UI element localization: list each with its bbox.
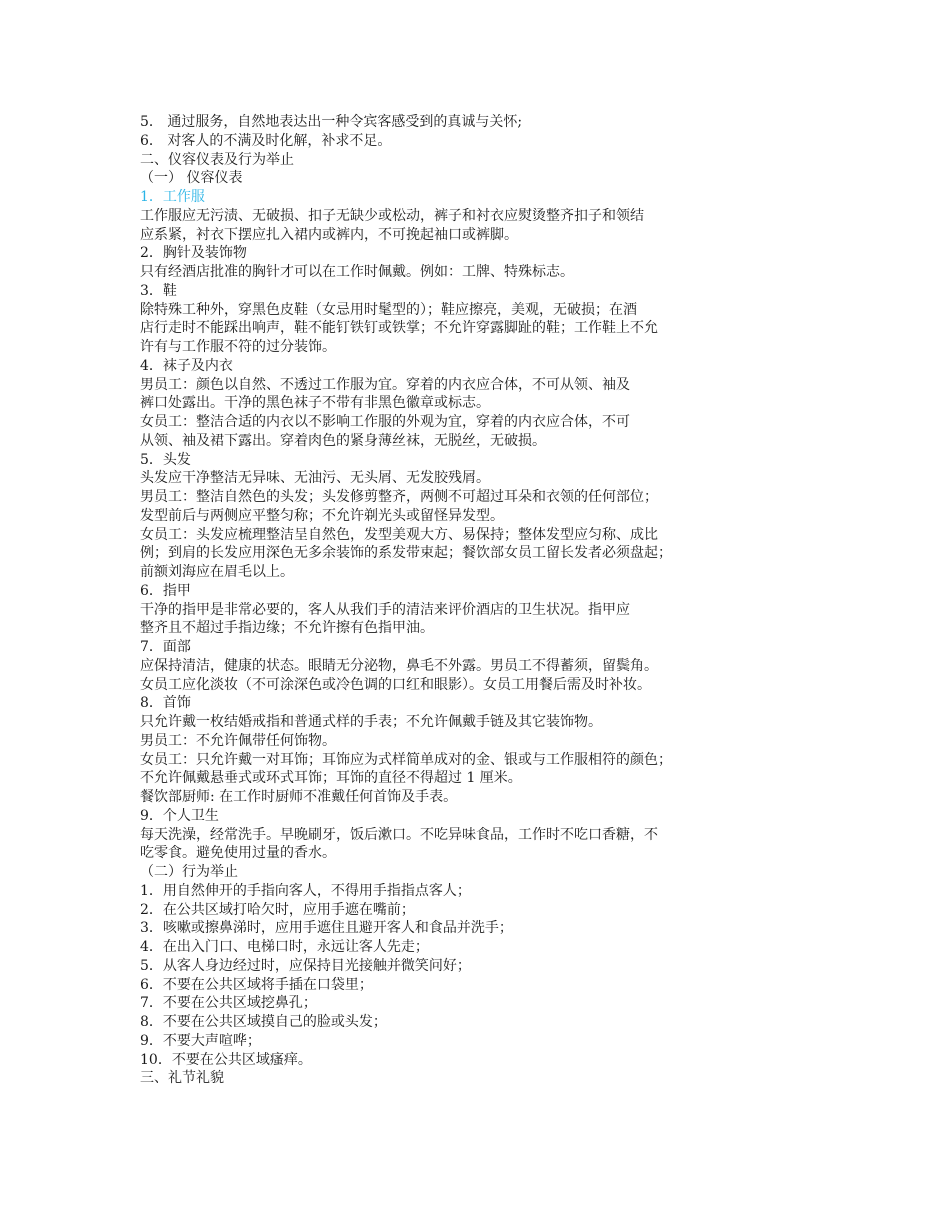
paragraph-line: 吃零食。避免使用过量的香水。 bbox=[140, 845, 336, 862]
paragraph-line: 女员工：只允许戴一对耳饰；耳饰应为式样简单成对的金、银或与工作服相符的颜色； bbox=[140, 751, 672, 768]
list-item: 9．不要大声喧哗； bbox=[140, 1032, 261, 1049]
list-item: 1．用自然伸开的手指向客人，不得用手指指点客人； bbox=[140, 882, 471, 899]
paragraph-line: 不允许佩戴悬垂式或环式耳饰；耳饰的直径不得超过 1 厘米。 bbox=[140, 770, 522, 787]
document-body bbox=[140, 113, 760, 1088]
paragraph-line: 店行走时不能踩出响声，鞋不能钉铁钉或铁掌；不允许穿露脚趾的鞋；工作鞋上不允 bbox=[140, 320, 658, 337]
paragraph-line: 只有经酒店批准的胸针才可以在工作时佩戴。例如：工牌、特殊标志。 bbox=[140, 264, 574, 280]
item-heading-highlighted: 1．工作服 bbox=[140, 189, 205, 205]
item-heading: 2．胸针及装饰物 bbox=[140, 245, 247, 262]
paragraph-line: 男员工：颜色以自然、不透过工作服为宜。穿着的内衣应合体，不可从领、袖及 bbox=[140, 376, 630, 393]
paragraph-line: 只允许戴一枚结婚戒指和普通式样的手表；不允许佩戴手链及其它装饰物。 bbox=[140, 714, 602, 730]
subsection-heading: （二）行为举止 bbox=[140, 864, 238, 880]
paragraph-line: 前额刘海应在眉毛以上。 bbox=[140, 564, 294, 580]
paragraph-line: 餐饮部厨师: 在工作时厨师不准戴任何首饰及手表。 bbox=[140, 789, 458, 805]
paragraph-line: 男员工：不允许佩带任何饰物。 bbox=[140, 732, 336, 749]
paragraph-line: 男员工：整洁自然色的头发；头发修剪整齐，两侧不可超过耳朵和衣领的任何部位； bbox=[140, 489, 658, 505]
paragraph-line: 工作服应无污渍、无破损、扣子无缺少或松动，裤子和衬衣应熨烫整齐扣子和领结 bbox=[140, 207, 644, 224]
paragraph-line: 从领、袖及裙下露出。穿着肉色的紧身薄丝袜，无脱丝，无破损。 bbox=[140, 432, 546, 449]
paragraph-line: 许有与工作服不符的过分装饰。 bbox=[140, 339, 336, 355]
paragraph-line: 每天洗澡，经常洗手。早晚刷牙，饭后漱口。不吃异味食品，工作时不吃口香糖，不 bbox=[140, 826, 658, 843]
paragraph-line: 女员工：头发应梳理整洁呈自然色，发型美观大方、易保持；整体发型应匀称、成比 bbox=[140, 526, 658, 543]
list-item: 5．从客人身边经过时，应保持目光接触并微笑问好； bbox=[140, 957, 471, 974]
list-item: 8．不要在公共区域摸自己的脸或头发； bbox=[140, 1014, 387, 1030]
list-item: 6．不要在公共区域将手插在口袋里； bbox=[140, 976, 373, 993]
paragraph-line: 整齐且不超过手指边缘；不允许擦有色指甲油。 bbox=[140, 620, 434, 637]
list-item: 5． 通过服务，自然地表达出一种令宾客感受到的真诚与关怀; bbox=[140, 114, 523, 130]
paragraph-line: 除特殊工种外，穿黑色皮鞋（女忌用时髦型的）；鞋应擦亮，美观，无破损；在酒 bbox=[140, 301, 637, 318]
list-item: 2．在公共区域打哈欠时，应用手遮在嘴前； bbox=[140, 901, 415, 918]
item-heading: 9．个人卫生 bbox=[140, 807, 219, 824]
list-item: 10．不要在公共区域瘙痒。 bbox=[140, 1051, 312, 1068]
paragraph-line: 例；到肩的长发应用深色无多余装饰的系发带束起；餐饮部女员工留长发者必须盘起； bbox=[140, 545, 672, 562]
item-heading: 3．鞋 bbox=[140, 282, 177, 299]
list-item: 6． 对客人的不满及时化解，补求不足。 bbox=[140, 132, 392, 149]
section-heading: 三、礼节礼貌 bbox=[140, 1070, 224, 1087]
list-item: 4．在出入门口、电梯口时，永远让客人先走； bbox=[140, 939, 429, 955]
subsection-heading: （一） 仪容仪表 bbox=[140, 170, 243, 187]
section-heading: 二、仪容仪表及行为举止 bbox=[140, 151, 294, 168]
paragraph-line: 干净的指甲是非常必要的，客人从我们手的清洁来评价酒店的卫生状况。指甲应 bbox=[140, 601, 630, 618]
paragraph-line: 女员工应化淡妆（不可涂深色或冷色调的口红和眼影）。女员工用餐后需及时补妆。 bbox=[140, 676, 651, 693]
paragraph-line: 女员工：整洁合适的内衣以不影响工作服的外观为宜，穿着的内衣应合体，不可 bbox=[140, 414, 630, 430]
item-heading: 5．头发 bbox=[140, 451, 191, 468]
item-heading: 7．面部 bbox=[140, 639, 191, 655]
paragraph-line: 应系紧，衬衣下摆应扎入裙内或裤内，不可挽起袖口或裤脚。 bbox=[140, 226, 518, 243]
item-heading: 4．袜子及内衣 bbox=[140, 357, 233, 374]
list-item: 7．不要在公共区域挖鼻孔； bbox=[140, 995, 317, 1012]
paragraph-line: 发型前后与两侧应平整匀称；不允许剃光头或留怪异发型。 bbox=[140, 507, 504, 524]
item-heading: 8．首饰 bbox=[140, 695, 191, 712]
paragraph-line: 头发应干净整洁无异味、无油污、无头屑、无发胶残屑。 bbox=[140, 470, 490, 487]
list-item: 3．咳嗽或擦鼻涕时，应用手遮住且避开客人和食品并洗手； bbox=[140, 920, 513, 937]
paragraph-line: 裤口处露出。干净的黑色袜子不带有非黑色徽章或标志。 bbox=[140, 395, 490, 412]
item-heading: 6．指甲 bbox=[140, 582, 191, 599]
paragraph-line: 应保持清洁，健康的状态。眼睛无分泌物，鼻毛不外露。男员工不得蓄须，留鬓角。 bbox=[140, 657, 658, 674]
